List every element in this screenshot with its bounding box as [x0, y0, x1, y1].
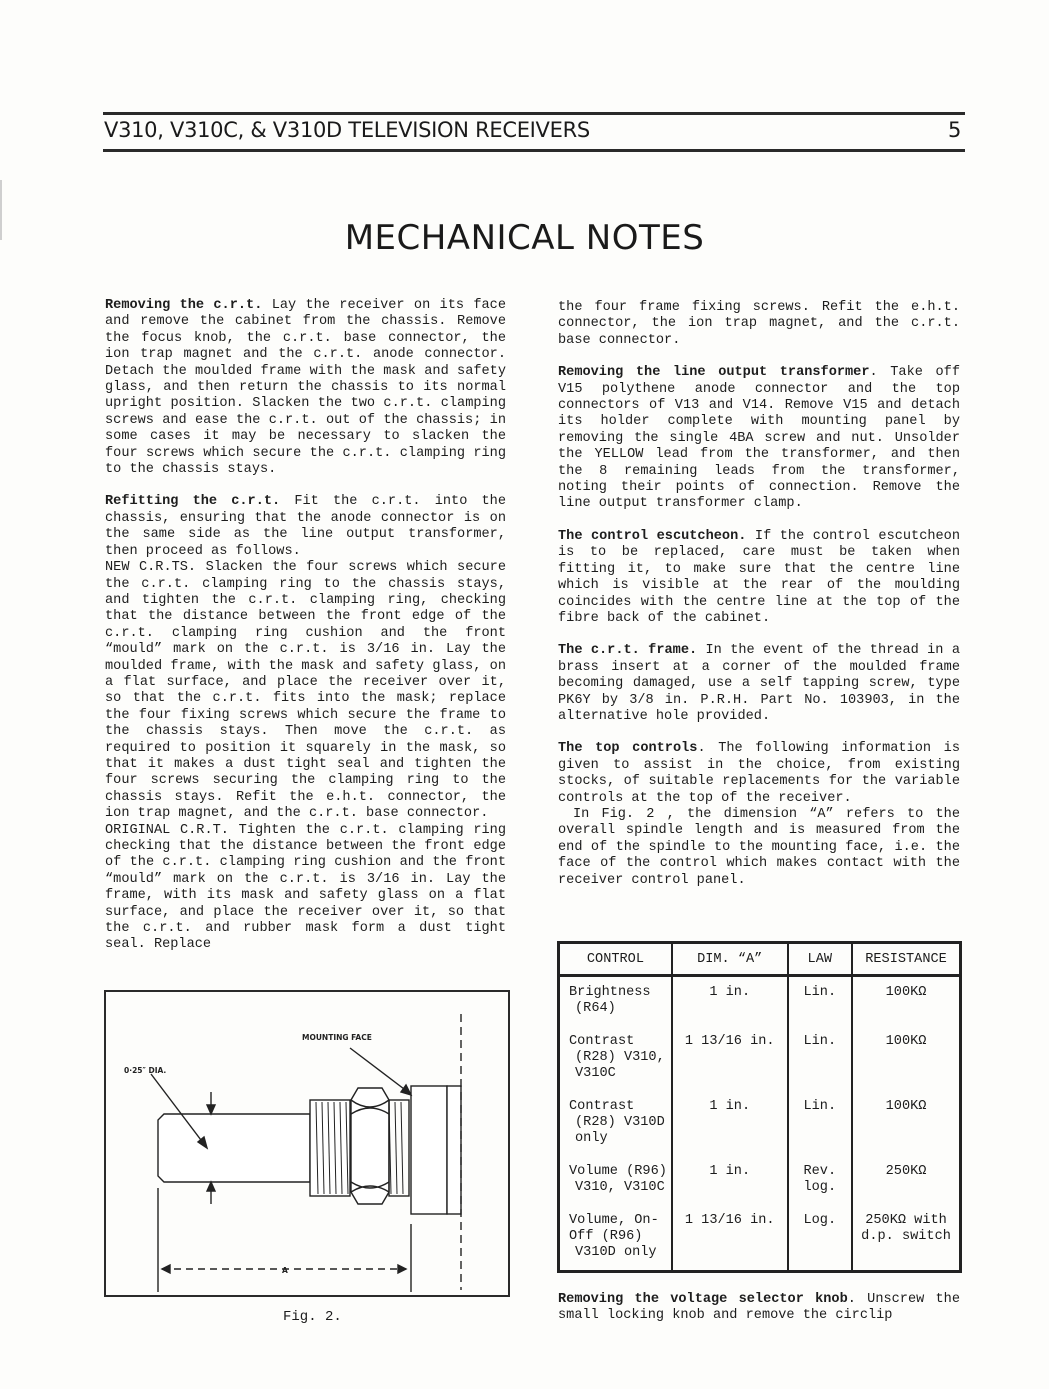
control-ref: V310D only: [575, 1245, 657, 1260]
cell-law: Lin.: [788, 1091, 853, 1156]
cell-control: [559, 1091, 672, 1156]
section-escutcheon: [558, 529, 960, 627]
cell-control: [559, 1026, 672, 1091]
column-header-control: CONTROL: [559, 943, 672, 976]
section-heading: The control escutcheon.: [558, 528, 747, 544]
cell-control: [559, 976, 672, 1027]
table-header-row: [559, 943, 961, 976]
left-column: [105, 298, 506, 970]
section-voltage-selector: [558, 1292, 960, 1325]
header-rule-top: [103, 112, 965, 115]
control-ref: V310, V310C: [575, 1180, 665, 1195]
section-heading: The top controls: [558, 741, 698, 757]
page-title: MECHANICAL NOTES: [344, 218, 705, 258]
cell-dim: 1 13/16 in.: [672, 1026, 788, 1091]
cell-law: Lin.: [788, 976, 853, 1027]
section-body: If the control escutcheon is to be replaced, care must be taken when fitting it, to make sure that the centre line which is visible at the rear of the moulding coincides with the centre line at the top of the fibre back of the cabinet.: [558, 528, 960, 626]
cell-resistance: 100KΩ: [852, 1026, 960, 1091]
cell-dim: 1 13/16 in.: [672, 1205, 788, 1272]
section-heading: Refitting the c.r.t.: [105, 494, 281, 510]
table-row: [559, 1205, 961, 1272]
right-column: [558, 300, 960, 905]
section-line-output: [558, 365, 960, 513]
control-ref: (R64): [575, 1001, 616, 1016]
cell-resistance: 100KΩ: [852, 976, 960, 1027]
cell-resistance: 250KΩ: [852, 1156, 960, 1205]
controls-table: [557, 941, 962, 1273]
control-body: [411, 1086, 447, 1214]
section-heading: The c.r.t. frame.: [558, 643, 698, 659]
running-header-title: V310, V310C, & V310D TELEVISION RECEIVERS: [104, 118, 590, 142]
mounting-face-leader: [350, 1048, 408, 1092]
section-heading: Removing the voltage selector knob: [558, 1292, 848, 1307]
paragraph-original-crt: ORIGINAL C.R.T. Tighten the c.r.t. clamping ring checking that the distance between the front edge of the c.r.t. clamping ring cushion and the front “mould” mark on the c.r.t. is 3/16 in. Lay the frame, with its mask and safety glass on a flat surface, and place the receiver over it, so that the c.r.t. and rubber mask form a dust tight seal. Replace: [105, 822, 506, 953]
section-heading: Removing the c.r.t.: [105, 298, 263, 313]
table-row: [559, 1026, 961, 1091]
cell-law: Log.: [788, 1205, 853, 1272]
table-row: [559, 1091, 961, 1156]
page-number: 5: [948, 118, 962, 142]
section-body: Lay the receiver on its face and remove the cabinet from the chassis. Remove the focus knob, the c.r.t. base connector, the ion trap magnet and the c.r.t. anode connector. Detach the moulded frame with the mask and safety glass, and then return the chassis to its normal upright position. Slacken the two c.r.t. clamping screws and ease the c.r.t. out of the chassis; in some cases it may be necessary to slacken the four screws which secure the c.r.t. clamping ring to the chassis stays.: [105, 298, 506, 478]
cell-control: [559, 1205, 672, 1272]
section-removing-crt: [105, 298, 506, 478]
spindle-shaft: [158, 1114, 310, 1182]
control-name: Contrast: [569, 1099, 635, 1114]
control-name: Volume, On-Off (R96): [569, 1213, 659, 1244]
control-name: Volume (R96): [569, 1164, 667, 1179]
control-name: Brightness: [569, 985, 651, 1000]
spindle-drawing: [106, 992, 512, 1299]
cell-resistance: 250KΩ with d.p. switch: [852, 1205, 960, 1272]
cell-dim: 1 in.: [672, 1156, 788, 1205]
section-body: Fit the c.r.t. into the chassis, ensuring that the anode connector is on the same side as the line output transformer, then proceed as follows.: [105, 494, 506, 559]
section-crt-frame: [558, 643, 960, 725]
section-body: . Take off V15 polythene anode connector and the top connectors of V13 and V14. Remove V15 and detach its holder complete with mounting panel by removing the single 4BA screw and nut. Unsolder the YELLOW lead from the transformer, and then the 8 remaining leads from the transformer, noting their points of connection. Remove the line output transformer clamp.: [558, 365, 960, 512]
table-row: [559, 1156, 961, 1205]
section-top-controls: [558, 741, 960, 807]
figure-2-spindle-diagram: [104, 990, 510, 1297]
column-header-law: LAW: [788, 943, 853, 976]
section-body: In the event of the thread in a brass insert at a corner of the moulded frame becoming damaged, use a self tapping screw, type PK6Y by 3/8 in. P.R.H. Part No. 103903, in the alternative hole provided.: [558, 643, 960, 724]
diameter-label: 0·25″ DIA.: [124, 1066, 167, 1075]
header-rule-bottom: [103, 149, 965, 152]
section-refitting-crt: [105, 494, 506, 560]
section-body: . Unscrew the small locking knob and remove the circlip: [558, 1292, 960, 1324]
table-row: [559, 976, 961, 1027]
column-header-dim-a: DIM. “A”: [672, 943, 788, 976]
dimension-a-label: A: [282, 1266, 288, 1275]
cell-dim: 1 in.: [672, 1091, 788, 1156]
cell-dim: 1 in.: [672, 976, 788, 1027]
paragraph-new-crts: NEW C.R.TS. Slacken the four screws which secure the c.r.t. clamping ring to the chassis stays, and tighten the c.r.t. clamping ring, checking that the distance between the front edge of the c.r.t. clamping ring cushion and the front “mould” mark on the c.r.t. is 3/16 in. Lay the moulded frame, with the mask and safety glass, on a flat surface, and place the receiver over it, so that the c.r.t. fits into the mask; replace the four fixing screws which secure the frame to the chassis stays. Then move the c.r.t. as required to position it squarely in the mask, so that it makes a dust tight seal and tighten the four screws securing the clamping ring to the chassis stays. Refit the e.h.t. connector, the ion trap magnet, and the c.r.t. base connector.: [105, 560, 506, 822]
paragraph-dimension-a: In Fig. 2 , the dimension “A” refers to the overall spindle length and is measured from the end of the spindle to the mounting face, i.e. the face of the control which makes contact with the receiver control panel.: [558, 806, 960, 888]
paragraph-continuation: the four frame fixing screws. Refit the e.h.t. connector, the ion trap magnet, and the c.r.t. base connector.: [558, 300, 960, 348]
cell-resistance: 100KΩ: [852, 1091, 960, 1156]
mounting-face-label: MOUNTING FACE: [302, 1033, 372, 1042]
cell-control: [559, 1156, 672, 1205]
section-body: . The following information is given to assist in the choice, from existing stocks, of suitable replacements for the variable controls at the top of the receiver.: [558, 741, 960, 806]
cell-law: Rev. log.: [788, 1156, 853, 1205]
figure-caption: Fig. 2.: [283, 1309, 342, 1325]
cell-law: Lin.: [788, 1026, 853, 1091]
control-ref: (R28) V310, V310C: [575, 1050, 665, 1081]
section-heading: Removing the line output transformer: [558, 365, 870, 381]
control-name: Contrast: [569, 1034, 635, 1049]
column-header-resistance: RESISTANCE: [852, 943, 960, 976]
control-ref: (R28) V310D only: [575, 1115, 665, 1146]
